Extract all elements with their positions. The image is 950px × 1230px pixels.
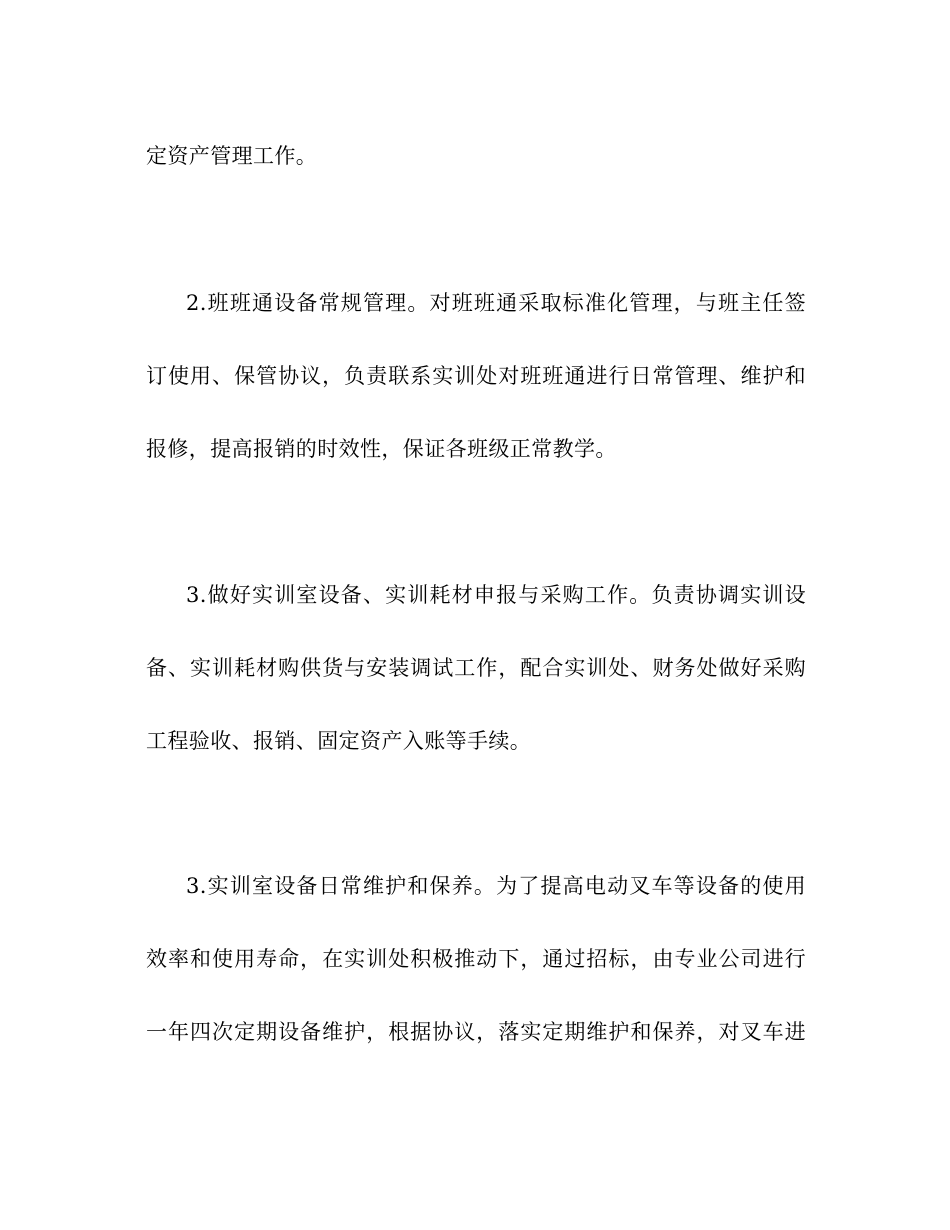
paragraph-3-line-2: 备、实训耗材购供货与安装调试工作，配合实训处、财务处做好采购 [146,656,806,680]
paragraph-4-line-2: 效率和使用寿命，在实训处积极推动下，通过招标，由专业公司进行 [146,947,806,971]
paragraph-2-line-2: 订使用、保管协议，负责联系实训处对班班通进行日常管理、维护和 [146,364,806,388]
paragraph-4-line-3: 一年四次定期设备维护，根据协议，落实定期维护和保养，对叉车进 [146,1020,806,1044]
paragraph-3-line-1: 3.做好实训室设备、实训耗材申报与采购工作。负责协调实训设 [186,583,806,607]
paragraph-4-line-1: 3.实训室设备日常维护和保养。为了提高电动叉车等设备的使用 [186,874,806,898]
paragraph-3-line-3: 工程验收、报销、固定资产入账等手续。 [146,729,532,753]
paragraph-2-line-1: 2.班班通设备常规管理。对班班通采取标准化管理，与班主任签 [186,291,806,315]
paragraph-2-line-3: 报修，提高报销的时效性，保证各班级正常教学。 [146,437,617,461]
paragraph-1-line-1: 定资产管理工作。 [146,144,318,168]
